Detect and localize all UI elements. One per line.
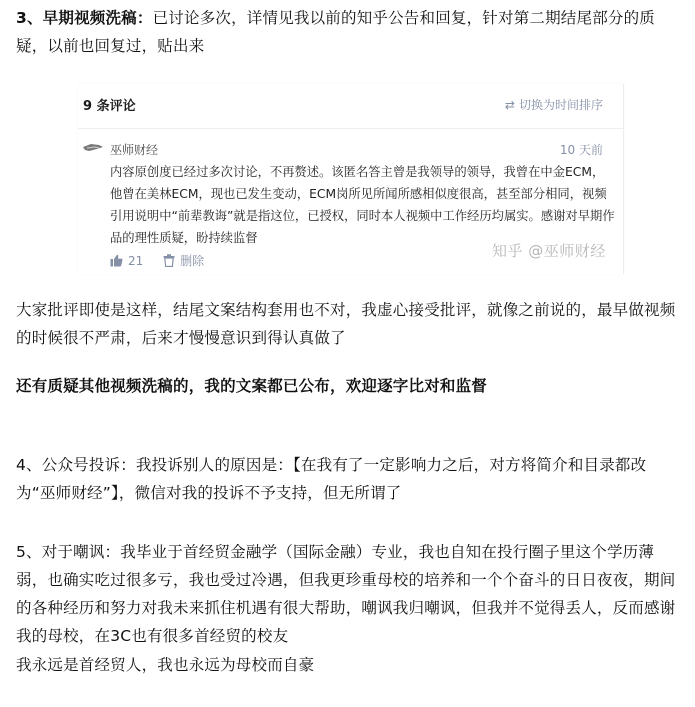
bold-statement: 还有质疑其他视频洗稿的，我的文案都已公布，欢迎逐字比对和监督 — [16, 377, 488, 395]
like-button[interactable] — [110, 254, 143, 268]
closing-line: 我永远是首经贸人，我也永远为母校而自豪 — [16, 656, 315, 674]
comment-meta — [83, 140, 603, 160]
comment-body: 内容原创度已经过多次讨论，不再赘述。该匿名答主曾是我领导的领导，我曾在中金ECM，他曾在美林ECM，现也已发生变动，ECM岗所见所闻所感相似度很高，甚至部分相同，视频引用说明中“前辈教诲”就是指这位，已授权，同时本人视频中工作经历均属实。感谢对早期作品的理性质疑，盼持续监督 — [110, 165, 615, 245]
section-3-text: 已讨论多次，详情见我以前的知乎公告和回复，针对第二期结尾部分的质疑，以前也回复过，贴出来 — [16, 9, 655, 55]
section-3-label: 3、早期视频洗稿： — [16, 9, 153, 27]
comment-time: 10 天前 — [559, 143, 603, 157]
sort-toggle-label: 切换为时间排序 — [518, 98, 603, 112]
sort-toggle-button[interactable] — [505, 96, 603, 113]
section-3-paragraph — [16, 4, 681, 60]
zhihu-watermark: 知乎 @巫师财经 — [492, 242, 606, 260]
comment-header — [78, 84, 623, 129]
comment-author[interactable]: 巫师财经 — [110, 143, 159, 157]
like-count: 21 — [128, 253, 144, 268]
avatar-icon — [83, 143, 103, 153]
section-4-paragraph: 4、公众号投诉：我投诉别人的原因是：【在我有了一定影响力之后，对方将简介和目录都改为“巫师财经”】，微信对我的投诉不予支持，但无所谓了 — [16, 456, 647, 502]
criticism-paragraph: 大家批评即使是这样，结尾文案结构套用也不对，我虚心接受批评，就像之前说的，最早做视频的时候很不严肃，后来才慢慢意识到得认真做了 — [16, 301, 676, 347]
thumbs-up-icon — [110, 254, 123, 267]
swap-icon: ⇄ — [504, 98, 515, 112]
section-5-paragraph: 5、对于嘲讽：我毕业于首经贸金融学（国际金融）专业，我也自知在投行圈子里这个学历薄弱，也确实吃过很多亏，我也受过冷遇，但我更珍重母校的培养和一个个奋斗的日日夜夜，期间的各种经历和努力对我未来抓住机遇有很大帮助，嘲讽我归嘲讽，但我并不觉得丢人，反而感谢我的母校，在3C也有很多首经贸的校友 — [16, 543, 676, 645]
delete-button[interactable] — [163, 252, 204, 269]
delete-label: 删除 — [180, 254, 205, 268]
comment-count: 9 条评论 — [83, 99, 136, 114]
comment-actions — [110, 252, 220, 269]
trash-icon — [163, 254, 175, 267]
